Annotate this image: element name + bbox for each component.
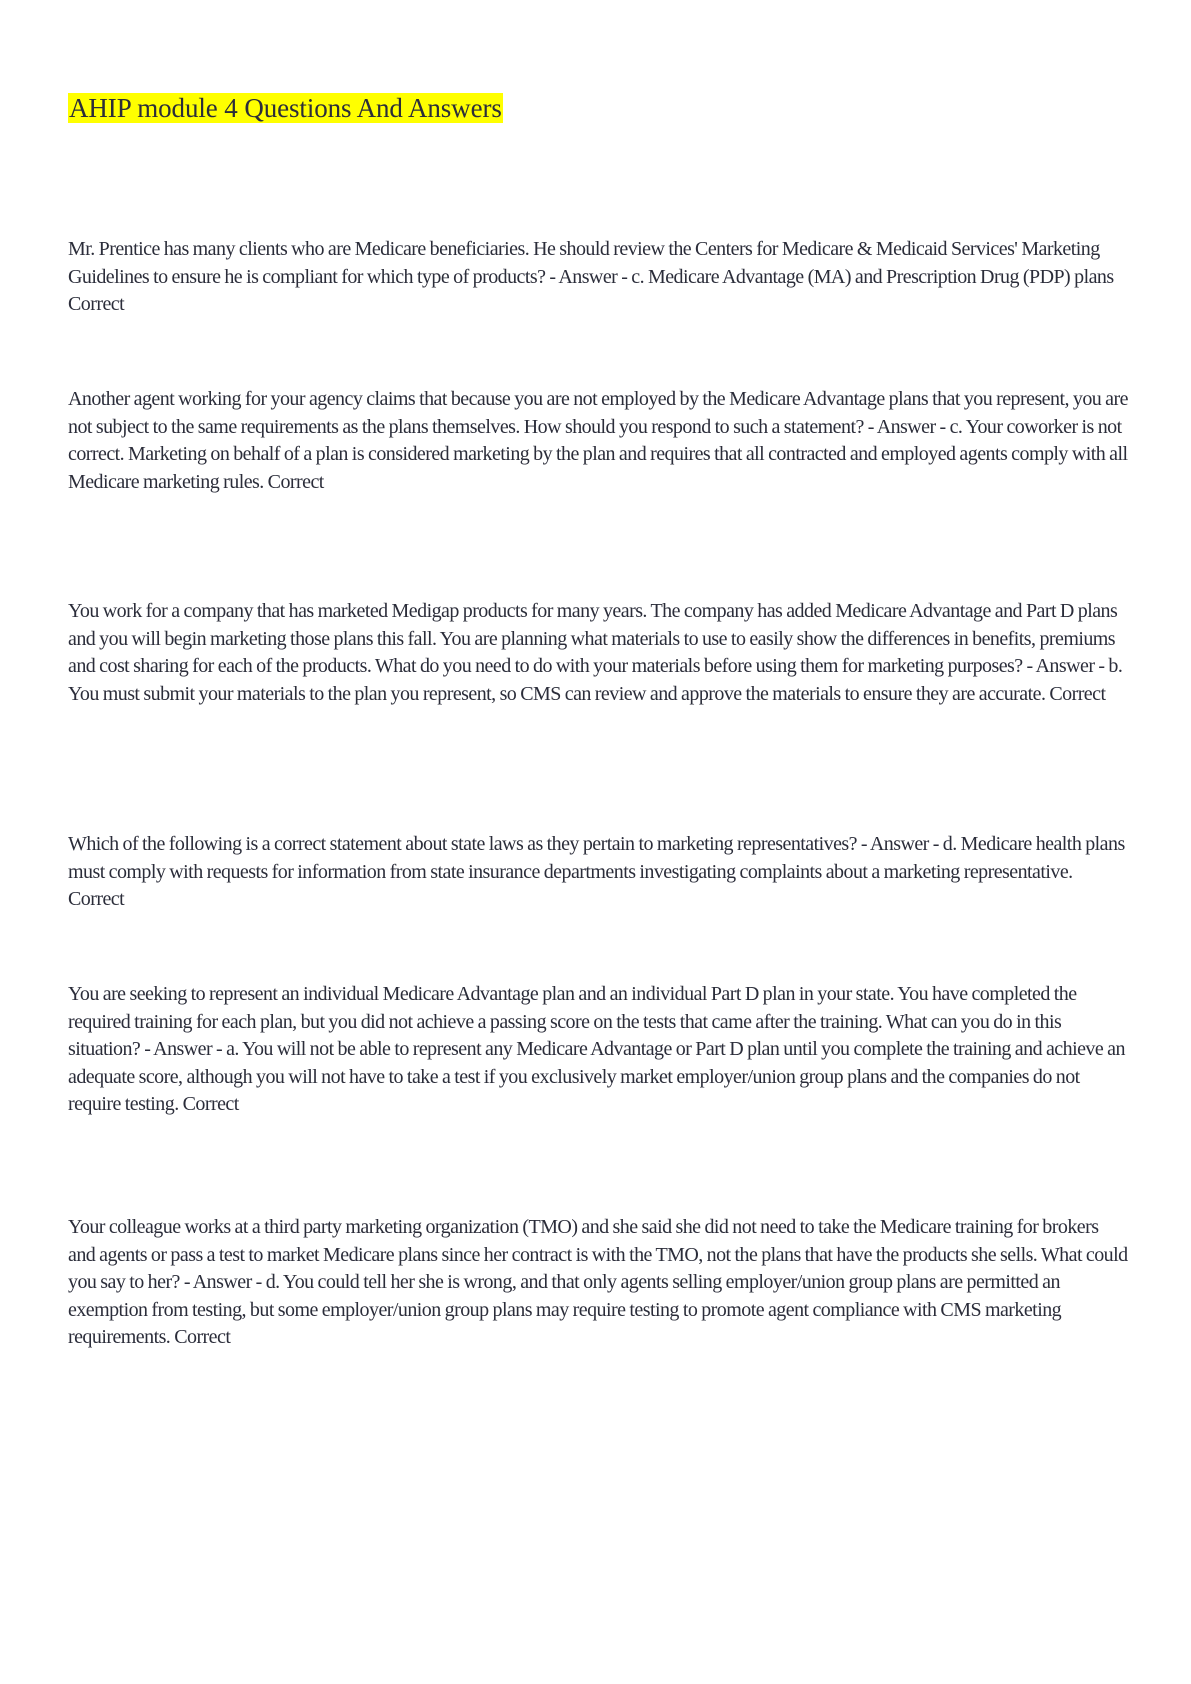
qa-item: Your colleague works at a third party marketing organization (TMO) and she said she did not need to take the Medicare training for brokers and agents or pass a test to market Medicare plans since her contract is with the TMO, not the plans that have the products she sells. What could you say to her? - Answer - d. You could tell her she is wrong, and that only agents selling employer/union group plans are permitted an exemption from testing, but some employer/union group plans may require testing to promote agent compliance with CMS marketing requirements. Correct	[68, 1216, 1128, 1348]
title-highlight: AHIP module 4 Questions And Answers	[69, 93, 502, 123]
qa-item: Another agent working for your agency claims that because you are not employed by the Medicare Advantage plans that you represent, you are not subject to the same requirements as the plans themselves. How should you respond to such a statement? - Answer - c. Your coworker is not correct. Marketing on behalf of a plan is considered marketing by the plan and requires that all contracted and employed agents comply with all Medicare marketing rules. Correct	[68, 388, 1128, 493]
document-title	[68, 91, 503, 125]
qa-item: Which of the following is a correct statement about state laws as they pertain to marketing representatives? - Answer - d. Medicare health plans must comply with requests for information from state insurance departments investigating complaints about a marketing representative. Correct	[68, 833, 1125, 910]
qa-item: You are seeking to represent an individual Medicare Advantage plan and an individual Part D plan in your state. You have completed the required training for each plan, but you did not achieve a passing score on the tests that came after the training. What can you do in this situation? - Answer - a. You will not be able to represent any Medicare Advantage or Part D plan until you complete the training and achieve an adequate score, although you will not have to take a test if you exclusively market employer/union group plans and the companies do not require testing. Correct	[68, 983, 1125, 1115]
qa-item: You work for a company that has marketed Medigap products for many years. The company has added Medicare Advantage and Part D plans and you will begin marketing those plans this fall. You are planning what materials to use to easily show the differences in benefits, premiums and cost sharing for each of the products. What do you need to do with your materials before using them for marketing purposes? - Answer - b. You must submit your materials to the plan you represent, so CMS can review and approve the materials to ensure they are accurate. Correct	[68, 600, 1123, 705]
qa-item: Mr. Prentice has many clients who are Medicare beneficiaries. He should review the Centers for Medicare & Medicaid Services' Marketing Guidelines to ensure he is compliant for which type of products? - Answer - c. Medicare Advantage (MA) and Prescription Drug (PDP) plans Correct	[68, 238, 1114, 315]
